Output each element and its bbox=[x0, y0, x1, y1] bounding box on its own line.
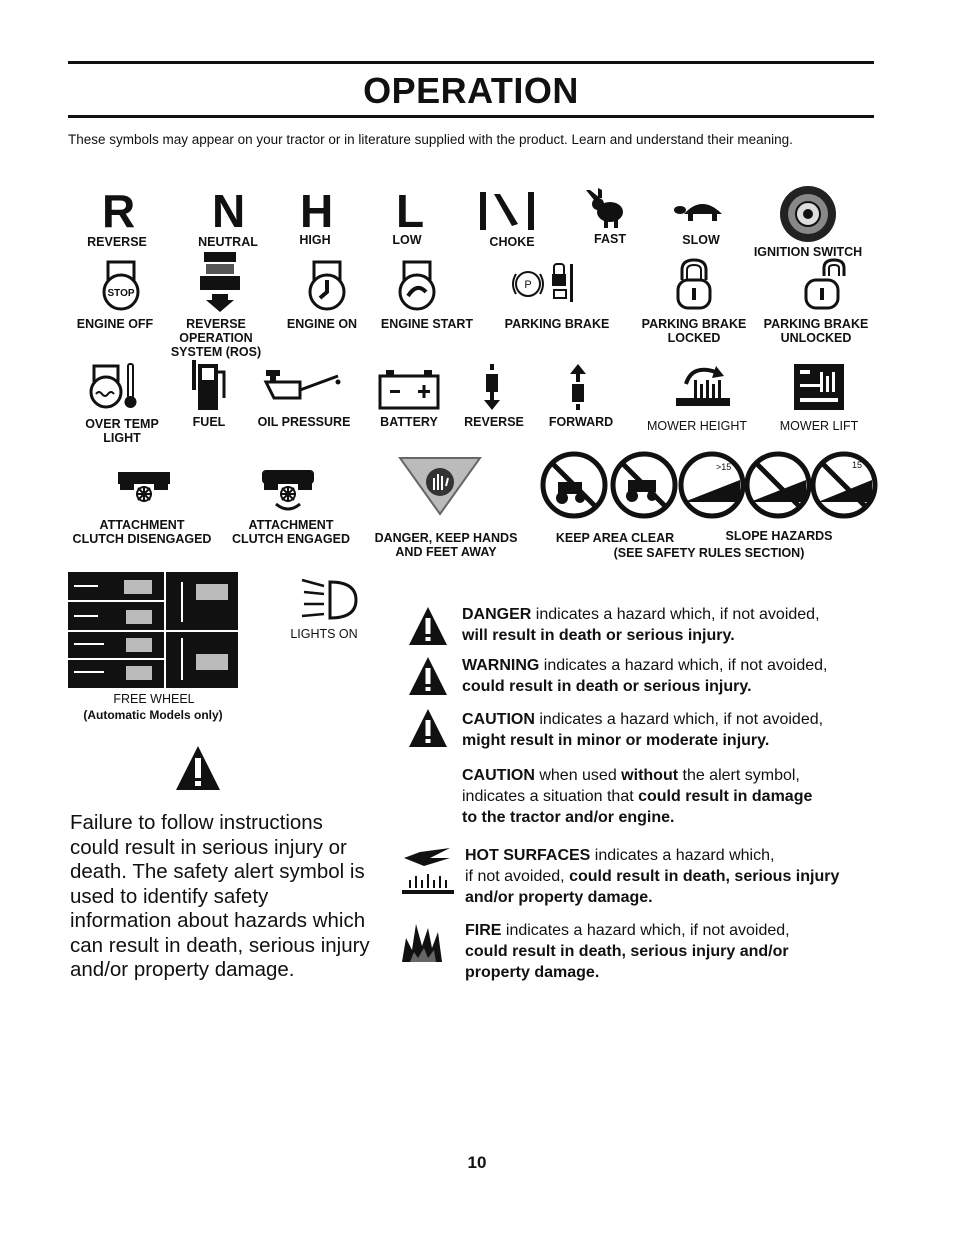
parking-brake-icon bbox=[510, 262, 576, 304]
label-ignition-switch: IGNITION SWITCH bbox=[753, 245, 863, 259]
label-danger-keep-hands: DANGER, KEEP HANDS AND FEET AWAY bbox=[374, 531, 518, 559]
label-parking-brake-locked: PARKING BRAKE LOCKED bbox=[641, 317, 747, 345]
label-battery: BATTERY bbox=[380, 415, 438, 429]
caution-ns-without: without bbox=[621, 767, 679, 784]
free-wheel-detail bbox=[68, 572, 238, 688]
over-temp-icon bbox=[88, 360, 142, 412]
rabbit-icon bbox=[584, 188, 634, 230]
fire-text bbox=[465, 920, 885, 983]
engine-on-icon bbox=[300, 256, 354, 312]
slope-hazards-icon bbox=[678, 450, 878, 520]
label-over-temp: OVER TEMP LIGHT bbox=[85, 417, 159, 445]
danger-consequence: will result in death or serious injury. bbox=[462, 627, 735, 644]
warning-alert-icon bbox=[408, 656, 448, 696]
lock-locked-icon bbox=[674, 258, 714, 310]
mower-height-icon bbox=[672, 362, 732, 410]
label-oil-pressure: OIL PRESSURE bbox=[257, 415, 351, 429]
page-number: 10 bbox=[467, 1153, 487, 1172]
label-low: LOW bbox=[392, 233, 422, 247]
engine-start-icon bbox=[390, 256, 444, 312]
caution-ns-bold2: could result in damage bbox=[638, 788, 813, 805]
label-high: HIGH bbox=[299, 233, 331, 247]
mower-lift-icon bbox=[794, 364, 844, 410]
warning-desc: indicates a hazard which, if not avoided, bbox=[539, 657, 828, 674]
engine-off-icon bbox=[94, 256, 148, 312]
svg-text:15: 15 bbox=[852, 460, 863, 470]
warning-consequence: could result in death or serious injury. bbox=[462, 678, 752, 695]
page-title: OPERATION bbox=[363, 70, 579, 111]
label-fast: FAST bbox=[594, 232, 626, 246]
label-attachment-clutch-engaged: ATTACHMENT CLUTCH ENGAGED bbox=[231, 518, 351, 546]
label-free-wheel: FREE WHEEL bbox=[113, 692, 195, 706]
failure-text: Failure to follow instructions could result in serious injury or death. The safety alert symbol is used to identify safety information about hazards which can result in death, serious injury and/or property damage. bbox=[70, 811, 370, 981]
fire-icon bbox=[398, 918, 448, 964]
label-reverse: REVERSE bbox=[87, 235, 147, 249]
caution-ns-line2: indicates a situation that bbox=[462, 788, 639, 805]
reverse-direction-icon bbox=[480, 362, 504, 412]
label-forward-direction: FORWARD bbox=[548, 415, 614, 429]
high-letter-icon: H bbox=[300, 185, 334, 237]
forward-direction-icon bbox=[566, 362, 590, 412]
hot-surfaces-desc: indicates a hazard which, bbox=[590, 847, 775, 864]
title-underline bbox=[68, 115, 874, 118]
label-ros: REVERSE OPERATION SYSTEM (ROS) bbox=[170, 317, 262, 359]
caution-ns-line3: to the tractor and/or engine. bbox=[462, 809, 675, 826]
label-neutral: NEUTRAL bbox=[198, 235, 258, 249]
label-choke: CHOKE bbox=[489, 235, 535, 249]
hot-surfaces-line3: and/or property damage. bbox=[465, 889, 653, 906]
label-see-safety-rules: (SEE SAFETY RULES SECTION) bbox=[613, 546, 805, 560]
caution-ns-text1: when used bbox=[534, 767, 622, 784]
hot-surfaces-text bbox=[465, 845, 885, 908]
hot-surfaces-line2: if not avoided, bbox=[465, 868, 570, 885]
danger-text bbox=[462, 604, 882, 646]
fire-desc: indicates a hazard which, if not avoided, bbox=[501, 922, 790, 939]
fire-bold2: could result in death, serious injury and/or bbox=[465, 943, 789, 960]
low-letter-icon: L bbox=[396, 185, 425, 237]
keep-hands-away-icon bbox=[398, 456, 482, 516]
attachment-clutch-disengaged-icon bbox=[116, 466, 172, 502]
label-attachment-clutch-disengaged: ATTACHMENT CLUTCH DISENGAGED bbox=[72, 518, 212, 546]
fuel-pump-icon bbox=[190, 358, 230, 412]
label-slope-hazards: SLOPE HAZARDS bbox=[725, 529, 833, 543]
stop-text: STOP bbox=[107, 288, 135, 299]
oil-can-icon bbox=[262, 368, 342, 404]
label-keep-area-clear: KEEP AREA CLEAR bbox=[555, 531, 675, 545]
turtle-icon bbox=[672, 196, 732, 224]
caution-alert-icon bbox=[408, 708, 448, 748]
caution-ns-keyword: CAUTION bbox=[462, 767, 535, 784]
label-reverse-direction: REVERSE bbox=[464, 415, 524, 429]
ros-icon bbox=[198, 250, 242, 314]
caution-ns-text2: the alert symbol, bbox=[678, 767, 800, 784]
parking-p-text: P bbox=[524, 279, 532, 291]
danger-alert-icon bbox=[408, 606, 448, 646]
lights-on-icon bbox=[300, 574, 356, 624]
safety-alert-icon bbox=[174, 744, 222, 792]
label-lights-on: LIGHTS ON bbox=[290, 627, 358, 641]
attachment-clutch-engaged-icon bbox=[260, 464, 316, 512]
label-automatic-models-only: (Automatic Models only) bbox=[83, 708, 223, 722]
label-engine-off: ENGINE OFF bbox=[76, 317, 154, 331]
warning-keyword: WARNING bbox=[462, 657, 540, 674]
danger-desc: indicates a hazard which, if not avoided, bbox=[531, 606, 820, 623]
keep-area-clear-icon bbox=[540, 450, 680, 520]
caution-consequence: might result in minor or moderate injury. bbox=[462, 732, 770, 749]
label-slow: SLOW bbox=[682, 233, 720, 247]
fire-keyword: FIRE bbox=[465, 922, 502, 939]
danger-keyword: DANGER bbox=[462, 606, 532, 623]
label-parking-brake-unlocked: PARKING BRAKE UNLOCKED bbox=[763, 317, 869, 345]
reverse-letter-icon: R bbox=[102, 185, 136, 237]
choke-icon bbox=[478, 190, 548, 232]
battery-icon bbox=[378, 370, 442, 410]
caution-desc: indicates a hazard which, if not avoided, bbox=[534, 711, 824, 728]
label-fuel: FUEL bbox=[192, 415, 226, 429]
label-engine-start: ENGINE START bbox=[380, 317, 474, 331]
hot-surfaces-bold2: could result in death, serious injury bbox=[569, 868, 840, 885]
top-rule bbox=[68, 61, 874, 64]
hot-surfaces-icon bbox=[400, 846, 456, 896]
ignition-switch-icon bbox=[778, 184, 838, 244]
caution-text bbox=[462, 709, 882, 751]
label-mower-height: MOWER HEIGHT bbox=[647, 419, 747, 433]
fire-line3: property damage. bbox=[465, 964, 600, 981]
intro-text: These symbols may appear on your tractor or in literature supplied with the product. Learn and understand their meaning. bbox=[68, 132, 793, 147]
svg-text:>15: >15 bbox=[716, 462, 732, 472]
hot-surfaces-keyword: HOT SURFACES bbox=[465, 847, 591, 864]
label-mower-lift: MOWER LIFT bbox=[779, 419, 859, 433]
caution-keyword: CAUTION bbox=[462, 711, 535, 728]
lock-unlocked-icon bbox=[802, 258, 850, 310]
label-parking-brake: PARKING BRAKE bbox=[504, 317, 610, 331]
neutral-letter-icon: N bbox=[212, 185, 246, 237]
caution-no-symbol-text bbox=[462, 765, 882, 828]
label-engine-on: ENGINE ON bbox=[286, 317, 358, 331]
warning-text bbox=[462, 655, 882, 697]
